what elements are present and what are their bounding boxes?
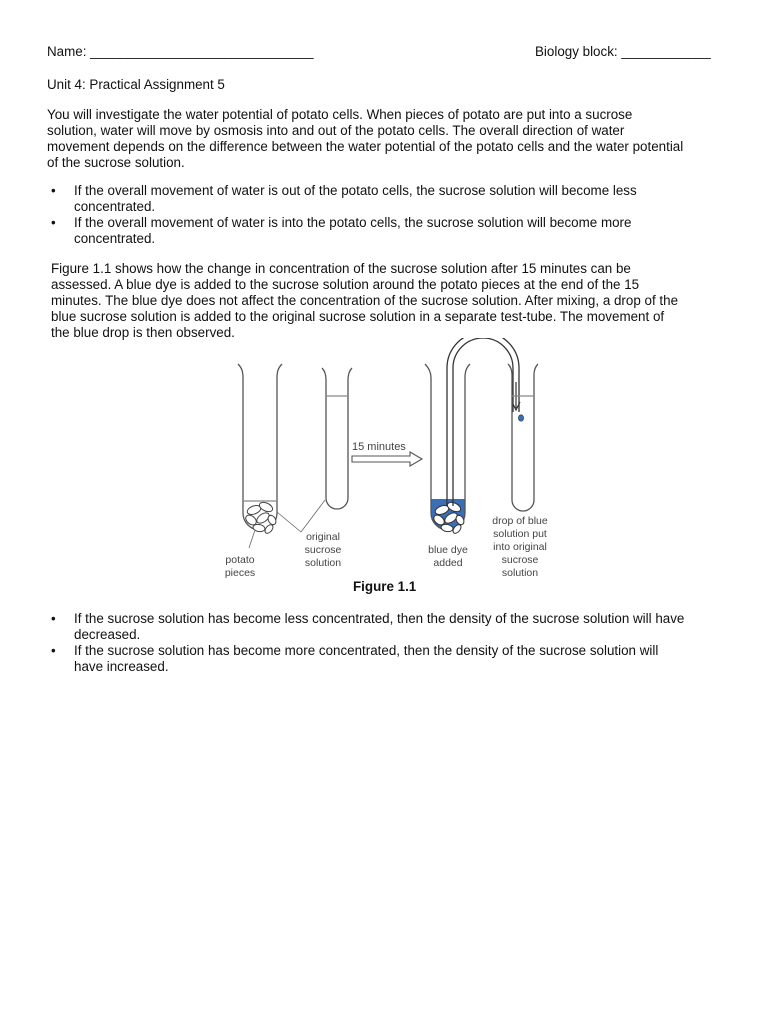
label-original-line: sucrose (304, 544, 342, 556)
figure-caption: Figure 1.1 (353, 579, 417, 594)
intro-line: of the sucrose solution. (47, 155, 185, 170)
label-drop-line: solution (501, 567, 539, 579)
arrow-label: 15 minutes (352, 441, 406, 453)
list-item-line: • If the sucrose solution has become more concentrated, then the density of the sucrose solution will (74, 643, 659, 658)
method-line: minutes. The blue dye does not affect the concentration of the sucrose solution. After mixing, a drop of the (51, 293, 679, 308)
arrow-right-icon (352, 452, 422, 466)
label-dye-line: added (433, 557, 463, 569)
label-drop-line: drop of blue (492, 515, 548, 527)
figure-1-1-diagram (215, 338, 565, 588)
intro-line: You will investigate the water potential of potato cells. When pieces of potato are put into a sucrose (47, 107, 633, 122)
pipette-tube (447, 338, 519, 506)
label-potato-line: pieces (224, 567, 256, 579)
bullet-list-density (47, 611, 737, 675)
label-original-line: solution (304, 557, 342, 569)
tube-original-sucrose (322, 368, 352, 509)
label-potato-line: potato (225, 554, 255, 566)
list-item (47, 611, 737, 643)
label-original-line: original (306, 531, 340, 543)
tube-original-drop (508, 364, 538, 511)
method-line: Figure 1.1 shows how the change in concentration of the sucrose solution after 15 minutes can be (51, 261, 631, 276)
intro-line: movement depends on the difference between the water potential of the potato cells and the water potential (47, 139, 684, 154)
list-item-line: concentrated. (74, 231, 156, 246)
list-item (47, 183, 737, 215)
list-item-line: • If the sucrose solution has become less concentrated, then the density of the sucrose solution will have (74, 611, 685, 626)
method-paragraph (51, 261, 731, 341)
label-drop-line: solution put (493, 528, 547, 540)
method-line: assessed. A blue dye is added to the sucrose solution around the potato pieces at the end of the 15 (51, 277, 640, 292)
label-drop-line: into original (493, 541, 547, 553)
list-item-line: decreased. (74, 627, 141, 642)
list-item-line: • If the overall movement of water is out of the potato cells, the sucrose solution will become less (74, 183, 637, 198)
label-drop-line: sucrose (501, 554, 539, 566)
method-line: the blue drop is then observed. (51, 325, 235, 340)
biology-block-field-label: Biology block: ____________ (535, 44, 711, 59)
bullet-list-water-movement (47, 183, 737, 247)
page-title: Unit 4: Practical Assignment 5 (47, 77, 225, 92)
potato-pieces (244, 500, 278, 534)
blue-drop (518, 415, 523, 421)
list-item-line: have increased. (74, 659, 169, 674)
list-item-line: • If the overall movement of water is into the potato cells, the sucrose solution will become more (74, 215, 632, 230)
method-line: blue sucrose solution is added to the original sucrose solution in a separate test-tube. The movement of (51, 309, 665, 324)
list-item (47, 215, 737, 247)
intro-paragraph (47, 107, 737, 171)
list-item (47, 643, 737, 675)
label-dye-line: blue dye (428, 544, 468, 556)
name-field-label: Name: ______________________________ (47, 44, 314, 59)
list-item-line: concentrated. (74, 199, 156, 214)
intro-line: solution, water will move by osmosis into and out of the potato cells. The overall direction of water (47, 123, 625, 138)
